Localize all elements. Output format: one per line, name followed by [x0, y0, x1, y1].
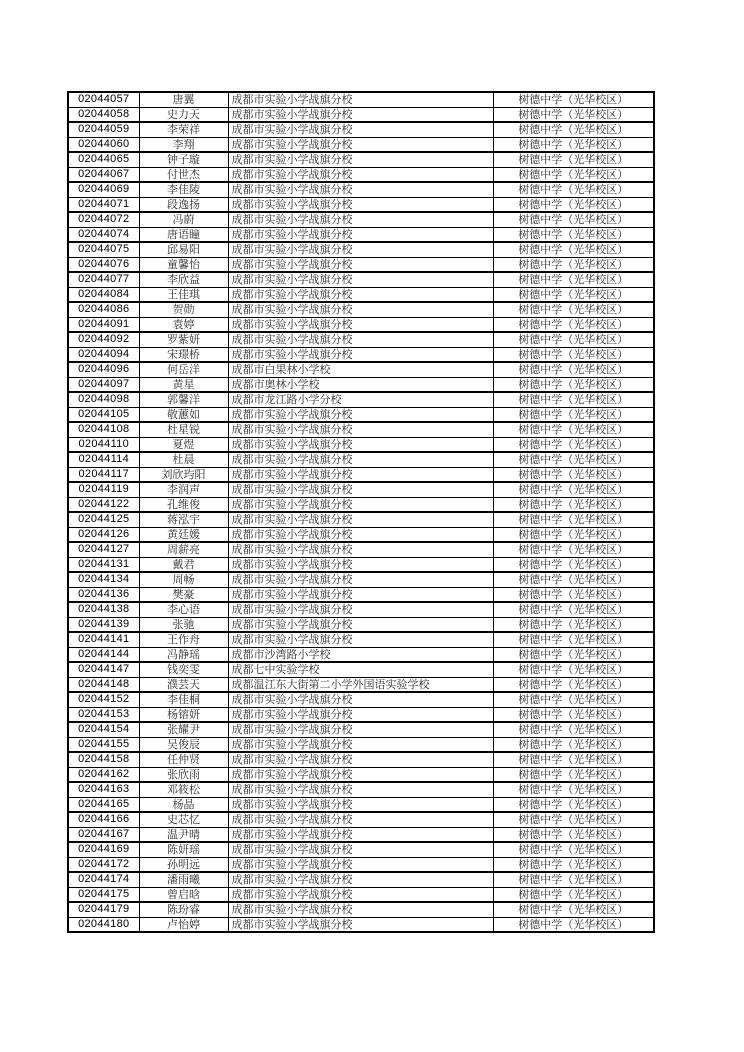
admitted-school-cell: 树德中学（光华校区） — [493, 617, 654, 632]
student-id-cell: 02044072 — [68, 212, 139, 227]
student-name-cell: 陈玢睿 — [139, 902, 228, 917]
student-id-cell: 02044097 — [68, 377, 139, 392]
admitted-school-cell: 树德中学（光华校区） — [493, 572, 654, 587]
admitted-school-cell: 树德中学（光华校区） — [493, 887, 654, 902]
table-row — [68, 632, 654, 647]
admitted-school-cell: 树德中学（光华校区） — [493, 557, 654, 572]
table-row — [68, 527, 654, 542]
primary-school-cell: 成都市实验小学战旗分校 — [228, 122, 493, 137]
student-name-cell: 黄星 — [139, 377, 228, 392]
student-id-cell: 02044086 — [68, 302, 139, 317]
student-name-cell: 邓筱松 — [139, 782, 228, 797]
student-name-cell: 夏煜 — [139, 437, 228, 452]
primary-school-cell: 成都市实验小学战旗分校 — [228, 692, 493, 707]
student-name-cell: 唐翼 — [139, 92, 228, 107]
admitted-school-cell: 树德中学（光华校区） — [493, 407, 654, 422]
primary-school-cell: 成都市实验小学战旗分校 — [228, 827, 493, 842]
student-name-cell: 宋璟桥 — [139, 347, 228, 362]
admitted-school-cell: 树德中学（光华校区） — [493, 827, 654, 842]
student-id-cell: 02044067 — [68, 167, 139, 182]
student-name-cell: 李润声 — [139, 482, 228, 497]
primary-school-cell: 成都市实验小学战旗分校 — [228, 332, 493, 347]
student-id-cell: 02044152 — [68, 692, 139, 707]
student-id-cell: 02044060 — [68, 137, 139, 152]
student-name-cell: 史芯忆 — [139, 812, 228, 827]
admitted-school-cell: 树德中学（光华校区） — [493, 872, 654, 887]
student-name-cell: 杨晶 — [139, 797, 228, 812]
primary-school-cell: 成都市实验小学战旗分校 — [228, 542, 493, 557]
admitted-school-cell: 树德中学（光华校区） — [493, 722, 654, 737]
admitted-school-cell: 树德中学（光华校区） — [493, 902, 654, 917]
admitted-school-cell: 树德中学（光华校区） — [493, 767, 654, 782]
admitted-school-cell: 树德中学（光华校区） — [493, 437, 654, 452]
student-id-cell: 02044091 — [68, 317, 139, 332]
student-id-cell: 02044074 — [68, 227, 139, 242]
admitted-school-cell: 树德中学（光华校区） — [493, 797, 654, 812]
student-id-cell: 02044092 — [68, 332, 139, 347]
table-row — [68, 722, 654, 737]
table-row — [68, 422, 654, 437]
primary-school-cell: 成都市实验小学战旗分校 — [228, 557, 493, 572]
admitted-school-cell: 树德中学（光华校区） — [493, 287, 654, 302]
admitted-school-cell: 树德中学（光华校区） — [493, 512, 654, 527]
admitted-school-cell: 树德中学（光华校区） — [493, 857, 654, 872]
student-id-cell: 02044163 — [68, 782, 139, 797]
student-name-cell: 钱奕雯 — [139, 662, 228, 677]
student-name-cell: 周畅 — [139, 572, 228, 587]
student-id-cell: 02044126 — [68, 527, 139, 542]
admitted-school-cell: 树德中学（光华校区） — [493, 362, 654, 377]
admitted-school-cell: 树德中学（光华校区） — [493, 332, 654, 347]
admitted-school-cell: 树德中学（光华校区） — [493, 917, 654, 932]
primary-school-cell: 成都市实验小学战旗分校 — [228, 287, 493, 302]
student-name-cell: 李佳桐 — [139, 692, 228, 707]
student-id-cell: 02044071 — [68, 197, 139, 212]
admitted-school-cell: 树德中学（光华校区） — [493, 422, 654, 437]
student-name-cell: 温尹晴 — [139, 827, 228, 842]
primary-school-cell: 成都市实验小学战旗分校 — [228, 152, 493, 167]
primary-school-cell: 成都市实验小学战旗分校 — [228, 497, 493, 512]
student-id-cell: 02044114 — [68, 452, 139, 467]
table-row — [68, 152, 654, 167]
admitted-school-cell: 树德中学（光华校区） — [493, 92, 654, 107]
table-row — [68, 497, 654, 512]
primary-school-cell: 成都市实验小学战旗分校 — [228, 197, 493, 212]
table-row — [68, 317, 654, 332]
primary-school-cell: 成都市实验小学战旗分校 — [228, 452, 493, 467]
table-row — [68, 242, 654, 257]
student-name-cell: 李佳陵 — [139, 182, 228, 197]
student-name-cell: 贺勋 — [139, 302, 228, 317]
admitted-school-cell: 树德中学（光华校区） — [493, 497, 654, 512]
table-row — [68, 902, 654, 917]
primary-school-cell: 成都市实验小学战旗分校 — [228, 347, 493, 362]
admitted-school-cell: 树德中学（光华校区） — [493, 212, 654, 227]
student-id-cell: 02044172 — [68, 857, 139, 872]
roster-body — [68, 92, 654, 932]
table-row — [68, 872, 654, 887]
admitted-school-cell: 树德中学（光华校区） — [493, 467, 654, 482]
admitted-school-cell: 树德中学（光华校区） — [493, 842, 654, 857]
student-name-cell: 郭馨洋 — [139, 392, 228, 407]
student-id-cell: 02044174 — [68, 872, 139, 887]
table-row — [68, 737, 654, 752]
admitted-school-cell: 树德中学（光华校区） — [493, 602, 654, 617]
student-id-cell: 02044141 — [68, 632, 139, 647]
primary-school-cell: 成都市实验小学战旗分校 — [228, 302, 493, 317]
student-name-cell: 敬蕙如 — [139, 407, 228, 422]
table-row — [68, 887, 654, 902]
table-row — [68, 467, 654, 482]
student-id-cell: 02044134 — [68, 572, 139, 587]
admitted-school-cell: 树德中学（光华校区） — [493, 677, 654, 692]
student-name-cell: 樊豪 — [139, 587, 228, 602]
table-row — [68, 257, 654, 272]
table-row — [68, 332, 654, 347]
primary-school-cell: 成都市实验小学战旗分校 — [228, 272, 493, 287]
table-row — [68, 377, 654, 392]
admitted-school-cell: 树德中学（光华校区） — [493, 197, 654, 212]
primary-school-cell: 成都市实验小学战旗分校 — [228, 167, 493, 182]
admitted-school-cell: 树德中学（光华校区） — [493, 167, 654, 182]
primary-school-cell: 成都市实验小学战旗分校 — [228, 632, 493, 647]
primary-school-cell: 成都市实验小学战旗分校 — [228, 92, 493, 107]
primary-school-cell: 成都市实验小学战旗分校 — [228, 107, 493, 122]
table-row — [68, 572, 654, 587]
table-row — [68, 707, 654, 722]
table-row — [68, 212, 654, 227]
student-name-cell: 张耀尹 — [139, 722, 228, 737]
student-id-cell: 02044125 — [68, 512, 139, 527]
primary-school-cell: 成都市实验小学战旗分校 — [228, 137, 493, 152]
table-row — [68, 122, 654, 137]
student-name-cell: 吴俊辰 — [139, 737, 228, 752]
primary-school-cell: 成都市沙湾路小学校 — [228, 647, 493, 662]
primary-school-cell: 成都市实验小学战旗分校 — [228, 437, 493, 452]
primary-school-cell: 成都市实验小学战旗分校 — [228, 257, 493, 272]
primary-school-cell: 成都七中实验学校 — [228, 662, 493, 677]
admitted-school-cell: 树德中学（光华校区） — [493, 242, 654, 257]
admitted-school-cell: 树德中学（光华校区） — [493, 227, 654, 242]
table-row — [68, 917, 654, 932]
admitted-school-cell: 树德中学（光华校区） — [493, 347, 654, 362]
admitted-school-cell: 树德中学（光华校区） — [493, 737, 654, 752]
table-row — [68, 797, 654, 812]
table-row — [68, 692, 654, 707]
student-name-cell: 袁婷 — [139, 317, 228, 332]
admitted-school-cell: 树德中学（光华校区） — [493, 392, 654, 407]
student-name-cell: 曾启晗 — [139, 887, 228, 902]
table-row — [68, 92, 654, 107]
primary-school-cell: 成都市实验小学战旗分校 — [228, 707, 493, 722]
student-id-cell: 02044057 — [68, 92, 139, 107]
primary-school-cell: 成都市实验小学战旗分校 — [228, 872, 493, 887]
primary-school-cell: 成都市实验小学战旗分校 — [228, 752, 493, 767]
table-row — [68, 512, 654, 527]
student-id-cell: 02044180 — [68, 917, 139, 932]
student-id-cell: 02044110 — [68, 437, 139, 452]
admitted-school-cell: 树德中学（光华校区） — [493, 587, 654, 602]
student-id-cell: 02044059 — [68, 122, 139, 137]
student-name-cell: 王佳琪 — [139, 287, 228, 302]
primary-school-cell: 成都市实验小学战旗分校 — [228, 722, 493, 737]
admitted-school-cell: 树德中学（光华校区） — [493, 692, 654, 707]
primary-school-cell: 成都市实验小学战旗分校 — [228, 212, 493, 227]
student-id-cell: 02044065 — [68, 152, 139, 167]
student-id-cell: 02044117 — [68, 467, 139, 482]
primary-school-cell: 成都市实验小学战旗分校 — [228, 857, 493, 872]
primary-school-cell: 成都市实验小学战旗分校 — [228, 527, 493, 542]
student-name-cell: 张驰 — [139, 617, 228, 632]
student-name-cell: 王作舟 — [139, 632, 228, 647]
table-row — [68, 602, 654, 617]
student-name-cell: 杨镕妍 — [139, 707, 228, 722]
primary-school-cell: 成都市实验小学战旗分校 — [228, 482, 493, 497]
table-row — [68, 302, 654, 317]
student-id-cell: 02044175 — [68, 887, 139, 902]
student-name-cell: 杜星锐 — [139, 422, 228, 437]
admitted-school-cell: 树德中学（光华校区） — [493, 707, 654, 722]
student-name-cell: 邱易阳 — [139, 242, 228, 257]
student-id-cell: 02044167 — [68, 827, 139, 842]
admitted-school-cell: 树德中学（光华校区） — [493, 257, 654, 272]
table-row — [68, 137, 654, 152]
student-name-cell: 罗紫妍 — [139, 332, 228, 347]
admitted-school-cell: 树德中学（光华校区） — [493, 107, 654, 122]
table-row — [68, 827, 654, 842]
primary-school-cell: 成都市实验小学战旗分校 — [228, 242, 493, 257]
student-name-cell: 李翔 — [139, 137, 228, 152]
student-name-cell: 戴君 — [139, 557, 228, 572]
admitted-school-cell: 树德中学（光华校区） — [493, 632, 654, 647]
admitted-school-cell: 树德中学（光华校区） — [493, 377, 654, 392]
student-id-cell: 02044162 — [68, 767, 139, 782]
admitted-school-cell: 树德中学（光华校区） — [493, 152, 654, 167]
table-row — [68, 767, 654, 782]
student-name-cell: 冯蔚 — [139, 212, 228, 227]
student-id-cell: 02044096 — [68, 362, 139, 377]
admitted-school-cell: 树德中学（光华校区） — [493, 542, 654, 557]
table-row — [68, 812, 654, 827]
student-id-cell: 02044075 — [68, 242, 139, 257]
primary-school-cell: 成都市实验小学战旗分校 — [228, 467, 493, 482]
student-name-cell: 蒋泓宇 — [139, 512, 228, 527]
student-name-cell: 濮芸天 — [139, 677, 228, 692]
primary-school-cell: 成都市实验小学战旗分校 — [228, 812, 493, 827]
student-id-cell: 02044098 — [68, 392, 139, 407]
student-name-cell: 李荣祥 — [139, 122, 228, 137]
student-id-cell: 02044069 — [68, 182, 139, 197]
table-row — [68, 287, 654, 302]
primary-school-cell: 成都市实验小学战旗分校 — [228, 797, 493, 812]
admitted-school-cell: 树德中学（光华校区） — [493, 752, 654, 767]
student-name-cell: 卢怡婷 — [139, 917, 228, 932]
student-name-cell: 任仲贤 — [139, 752, 228, 767]
primary-school-cell: 成都市实验小学战旗分校 — [228, 572, 493, 587]
student-id-cell: 02044144 — [68, 647, 139, 662]
table-row — [68, 197, 654, 212]
student-name-cell: 刘欣玙阳 — [139, 467, 228, 482]
table-row — [68, 857, 654, 872]
primary-school-cell: 成都市实验小学战旗分校 — [228, 737, 493, 752]
student-name-cell: 李心语 — [139, 602, 228, 617]
primary-school-cell: 成都市实验小学战旗分校 — [228, 617, 493, 632]
admitted-school-cell: 树德中学（光华校区） — [493, 662, 654, 677]
admitted-school-cell: 树德中学（光华校区） — [493, 272, 654, 287]
admitted-school-cell: 树德中学（光华校区） — [493, 122, 654, 137]
admitted-school-cell: 树德中学（光华校区） — [493, 647, 654, 662]
primary-school-cell: 成都市实验小学战旗分校 — [228, 917, 493, 932]
student-name-cell: 冯静瑶 — [139, 647, 228, 662]
table-row — [68, 347, 654, 362]
student-name-cell: 黄廷媛 — [139, 527, 228, 542]
table-row — [68, 452, 654, 467]
admitted-school-cell: 树德中学（光华校区） — [493, 302, 654, 317]
student-id-cell: 02044119 — [68, 482, 139, 497]
primary-school-cell: 成都市实验小学战旗分校 — [228, 887, 493, 902]
student-name-cell: 李欣益 — [139, 272, 228, 287]
primary-school-cell: 成都市实验小学战旗分校 — [228, 422, 493, 437]
table-row — [68, 617, 654, 632]
student-roster-table — [67, 91, 655, 933]
primary-school-cell: 成都市实验小学战旗分校 — [228, 767, 493, 782]
table-row — [68, 437, 654, 452]
student-id-cell: 02044179 — [68, 902, 139, 917]
primary-school-cell: 成都市白果林小学校 — [228, 362, 493, 377]
student-id-cell: 02044136 — [68, 587, 139, 602]
table-row — [68, 782, 654, 797]
student-name-cell: 张欣雨 — [139, 767, 228, 782]
admitted-school-cell: 树德中学（光华校区） — [493, 782, 654, 797]
student-id-cell: 02044153 — [68, 707, 139, 722]
student-id-cell: 02044108 — [68, 422, 139, 437]
student-name-cell: 史力天 — [139, 107, 228, 122]
student-id-cell: 02044165 — [68, 797, 139, 812]
student-id-cell: 02044148 — [68, 677, 139, 692]
student-id-cell: 02044139 — [68, 617, 139, 632]
student-name-cell: 付世杰 — [139, 167, 228, 182]
table-row — [68, 542, 654, 557]
student-name-cell: 钟子璇 — [139, 152, 228, 167]
table-row — [68, 392, 654, 407]
table-row — [68, 407, 654, 422]
table-row — [68, 647, 654, 662]
table-row — [68, 662, 654, 677]
admitted-school-cell: 树德中学（光华校区） — [493, 137, 654, 152]
table-row — [68, 482, 654, 497]
student-id-cell: 02044084 — [68, 287, 139, 302]
student-id-cell: 02044158 — [68, 752, 139, 767]
admitted-school-cell: 树德中学（光华校区） — [493, 482, 654, 497]
student-id-cell: 02044155 — [68, 737, 139, 752]
primary-school-cell: 成都市实验小学战旗分校 — [228, 227, 493, 242]
primary-school-cell: 成都市奥林小学校 — [228, 377, 493, 392]
student-id-cell: 02044169 — [68, 842, 139, 857]
primary-school-cell: 成都市龙江路小学分校 — [228, 392, 493, 407]
table-row — [68, 272, 654, 287]
table-row — [68, 842, 654, 857]
table-row — [68, 107, 654, 122]
student-name-cell: 孙明远 — [139, 857, 228, 872]
table-row — [68, 587, 654, 602]
table-row — [68, 362, 654, 377]
table-row — [68, 167, 654, 182]
student-name-cell: 孔维俊 — [139, 497, 228, 512]
student-id-cell: 02044138 — [68, 602, 139, 617]
primary-school-cell: 成都市实验小学战旗分校 — [228, 902, 493, 917]
table-row — [68, 227, 654, 242]
student-id-cell: 02044166 — [68, 812, 139, 827]
admitted-school-cell: 树德中学（光华校区） — [493, 317, 654, 332]
primary-school-cell: 成都市实验小学战旗分校 — [228, 182, 493, 197]
admitted-school-cell: 树德中学（光华校区） — [493, 182, 654, 197]
primary-school-cell: 成都市实验小学战旗分校 — [228, 587, 493, 602]
table-row — [68, 182, 654, 197]
admitted-school-cell: 树德中学（光华校区） — [493, 527, 654, 542]
primary-school-cell: 成都市实验小学战旗分校 — [228, 512, 493, 527]
table-row — [68, 677, 654, 692]
primary-school-cell: 成都市实验小学战旗分校 — [228, 602, 493, 617]
student-name-cell: 杜晨 — [139, 452, 228, 467]
student-id-cell: 02044122 — [68, 497, 139, 512]
table-row — [68, 752, 654, 767]
admitted-school-cell: 树德中学（光华校区） — [493, 452, 654, 467]
student-name-cell: 唐语瞳 — [139, 227, 228, 242]
student-id-cell: 02044105 — [68, 407, 139, 422]
student-id-cell: 02044094 — [68, 347, 139, 362]
student-id-cell: 02044127 — [68, 542, 139, 557]
student-id-cell: 02044076 — [68, 257, 139, 272]
primary-school-cell: 成都市实验小学战旗分校 — [228, 782, 493, 797]
student-id-cell: 02044077 — [68, 272, 139, 287]
student-name-cell: 潘雨曦 — [139, 872, 228, 887]
student-name-cell: 段逸扬 — [139, 197, 228, 212]
primary-school-cell: 成都市实验小学战旗分校 — [228, 842, 493, 857]
student-name-cell: 童馨怡 — [139, 257, 228, 272]
student-name-cell: 周薪亮 — [139, 542, 228, 557]
admitted-school-cell: 树德中学（光华校区） — [493, 812, 654, 827]
student-name-cell: 何岳洋 — [139, 362, 228, 377]
primary-school-cell: 成都市实验小学战旗分校 — [228, 407, 493, 422]
primary-school-cell: 成都温江东大街第二小学外国语实验学校 — [228, 677, 493, 692]
table-row — [68, 557, 654, 572]
student-name-cell: 陈妍瑶 — [139, 842, 228, 857]
student-id-cell: 02044131 — [68, 557, 139, 572]
student-id-cell: 02044147 — [68, 662, 139, 677]
student-id-cell: 02044154 — [68, 722, 139, 737]
primary-school-cell: 成都市实验小学战旗分校 — [228, 317, 493, 332]
student-id-cell: 02044058 — [68, 107, 139, 122]
